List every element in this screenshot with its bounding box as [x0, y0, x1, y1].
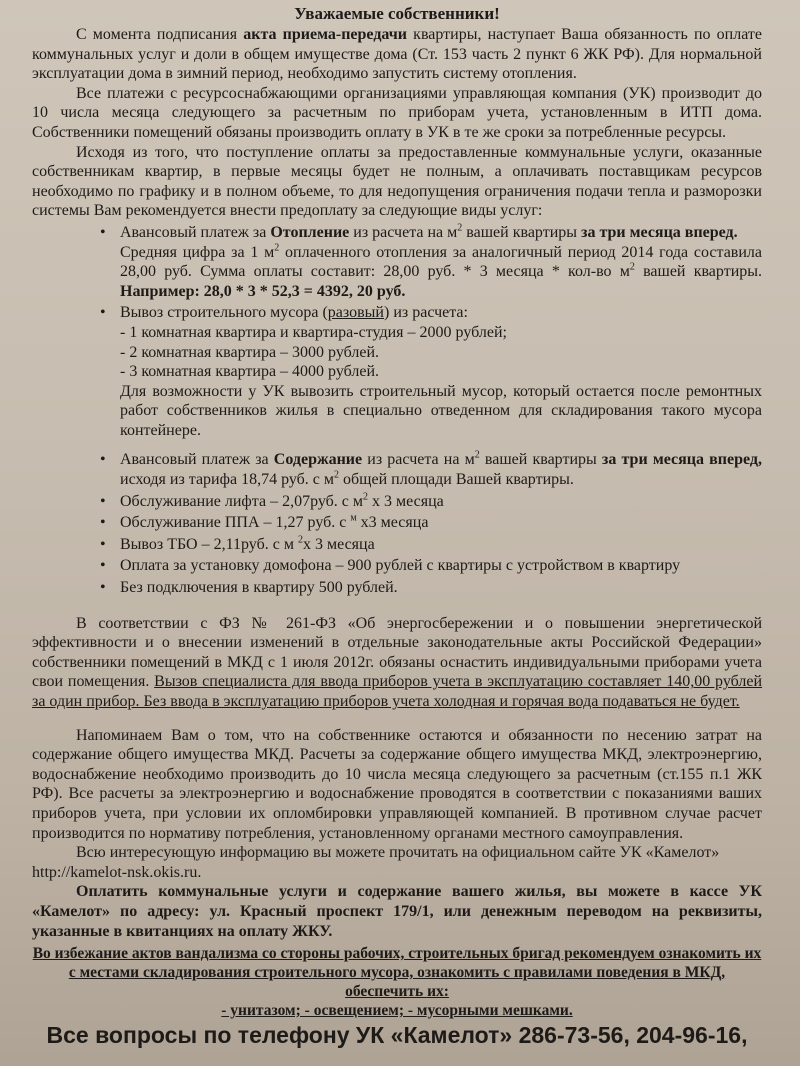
sup: 2	[457, 222, 463, 234]
sup: 2	[274, 242, 280, 254]
bullet-icon: •	[100, 223, 106, 241]
text: общей площади Вашей квартиры.	[339, 471, 574, 489]
text: вашей квартиры.	[634, 263, 763, 281]
paragraph-prepayment: Исходя из того, что поступление оплаты за предоставленные коммунальные услуги, оказанные собственникам квартир, в первые месяцы будет не полным, а оплачивать поставщикам ресурсов необходимо по графику и в полном объеме, то для недопущения ограничения подачи тепла и разморозки системы Вам рекомендуется внести предоплату за следующие виды услуг:	[32, 143, 762, 220]
list-item-ppa	[100, 512, 762, 533]
garbage-rate-3: - 3 комнатная квартира – 4000 рублей.	[120, 363, 380, 381]
text: вашей квартиры	[479, 451, 602, 469]
text: оплаченного отопления за аналогичный период 2014 года составила 28,00 руб. Сумма оплаты составит: 28,00 руб. * 3 месяца * кол-во м	[120, 243, 762, 281]
bullet-icon: •	[100, 557, 106, 575]
bullet-icon: •	[100, 492, 106, 510]
list-item-elevator	[100, 491, 762, 512]
services-list	[32, 223, 762, 598]
text: квартиры, наступает Ваша обязанность по оплате коммунальных услуг и доли в общем имуществе дома (Ст. 153 часть 2 пункт 6 ЖК РФ). Для нормальной эксплуатации дома в зимний период, необходимо запустить систему отопления.	[32, 26, 763, 83]
text: ) из расчета:	[384, 304, 468, 322]
supplies-list: - унитазом; - освещением; - мусорными мешками.	[221, 1002, 573, 1020]
text-underlined: разовый	[327, 304, 384, 322]
paragraph-payments: Все платежи с ресурсоснабжающими организациями управляющая компания (УК) производит до 10 числа месяца следующего за расчетным по приборам учета, установленным в ИТП дома. Собственники помещений обязаны производить оплату в УК в те же сроки за потребленные ресурсы.	[32, 84, 762, 141]
list-item-tbo	[100, 534, 762, 555]
text: из расчета на м	[349, 223, 458, 241]
paragraph-payment-place: Оплатить коммунальные услуги и содержание вашего жилья, вы можете в кассе УК «Камелот» по адресу: ул. Красный проспект 179/1, или денежным переводом на реквизиты, указанные в квитанциях на оплату ЖКУ.	[32, 883, 762, 940]
bullet-icon: •	[100, 451, 106, 469]
text: х 3 месяца	[302, 535, 375, 553]
bullet-icon: •	[100, 535, 106, 553]
text-bold: акта приема-передачи	[243, 26, 408, 43]
list-item-maintenance	[100, 450, 762, 489]
text: Обслуживание ППА – 1,27 руб. с	[120, 514, 351, 532]
sup: 2	[334, 469, 340, 481]
sup: 2	[363, 491, 369, 503]
paragraph-reminder: Напоминаем Вам о том, что на собственнике остаются и обязанности по несению затрат на содержание общего имущества МКД. Расчеты за содержание общего имущества МКД, электроэнергию, водоснабжение необходимо производить до 10 числа месяца следующего за расчетным (ст.155 п.1 ЖК РФ). Все расчеты за электроэнергию и водоснабжение проводятся в соответствии с показаниями ваших приборов учета, при условии их опломбировки управляющей компанией. В противном случае расчет производится по нормативу потребления, установленному органами местного самоуправления.	[32, 726, 762, 842]
text: х3 месяца	[356, 514, 429, 532]
garbage-rate-1: - 1 комнатная квартира и квартира-студия – 2000 рублей;	[120, 323, 507, 341]
spacer	[32, 600, 762, 614]
text: вашей квартиры	[462, 223, 582, 241]
garbage-note: Для возможности у УК вывозить строительный мусор, который остается после ремонтных работ собственников жилья в специально отведенном для складирования такого мусора контейнере.	[120, 382, 762, 439]
text: Обслуживание лифта – 2,07руб. с м	[120, 492, 364, 510]
sup: 2	[474, 450, 480, 462]
text-bold: Отопление	[270, 223, 350, 241]
list-item-intercom	[100, 556, 762, 576]
bullet-icon: •	[100, 514, 106, 532]
text-bold: Содержание	[273, 451, 363, 469]
spacer	[32, 712, 762, 726]
text: х 3 месяца	[368, 492, 444, 510]
text-bold: Например: 28,0 * 3 * 52,3 = 4392, 20 руб.	[120, 282, 406, 300]
text: исходя из тарифа 18,74 руб. с м	[120, 471, 335, 489]
text: Авансовый платеж за	[120, 451, 274, 469]
paragraph-website: Всю интересующую информацию вы можете прочитать на официальном сайте УК «Камелот»	[76, 844, 720, 862]
text: Без подключения в квартиру 500 рублей.	[120, 579, 398, 597]
text: В соответствии с ФЗ № 261-ФЗ «Об энергосбережении и о повышении энергетической эффективности и о внесении изменений в отдельные законодательные акты Российской Федерации» собственники помещений в МКД с 1 июля 2012г. обязаны оснастить индивидуальными приборами учета свои помещения.	[32, 614, 762, 691]
text-underlined: Вызов специалиста для ввода приборов учета в эксплуатацию составляет 140,00 рублей за один прибор. Без ввода в эксплуатацию приборов учета холодная и горячая вода подаваться не будет.	[32, 673, 763, 710]
list-item-heating	[100, 222, 763, 301]
heating-example	[120, 243, 762, 302]
garbage-rate-2: - 2 комнатная квартира – 3000 рублей.	[120, 343, 380, 361]
text: Вывоз строительного мусора (	[120, 304, 328, 322]
sup: 2	[629, 261, 635, 273]
text: из расчета на м	[362, 451, 475, 469]
text-bold: за три месяца вперед.	[581, 223, 738, 241]
sup: м	[350, 512, 357, 524]
text: С момента подписания	[76, 26, 244, 43]
bullet-icon: •	[100, 304, 106, 322]
list-item-no-connection	[100, 578, 762, 598]
paragraph-payment-obligation	[32, 25, 762, 84]
text: Средняя цифра за 1 м	[120, 243, 275, 261]
text-bold: за три месяца вперед,	[601, 451, 762, 469]
text: Авансовый платеж за	[120, 223, 271, 241]
document-title: Уважаемые собственники!	[294, 4, 500, 23]
footer-phones: Все вопросы по телефону УК «Камелот» 286-73-56, 204-96-16,	[46, 1022, 748, 1049]
list-item-garbage	[100, 303, 762, 440]
paragraph-vandalism: Во избежание актов вандализма со стороны рабочих, строительных бригад рекомендуем ознакомить их с местами складирования строительного мусора, ознакомить с правилами поведения в МКД, обеспечить их:	[32, 945, 762, 1001]
website-url: http://kamelot-nsk.okis.ru.	[32, 863, 202, 881]
bullet-icon: •	[100, 579, 106, 597]
paragraph-meters-law	[32, 614, 762, 712]
sup: 2	[297, 534, 303, 546]
text: Вывоз ТБО – 2,11руб. с м	[120, 535, 298, 553]
text: Оплата за установку домофона – 900 рублей с квартиры с устройством в квартиру	[120, 557, 681, 575]
